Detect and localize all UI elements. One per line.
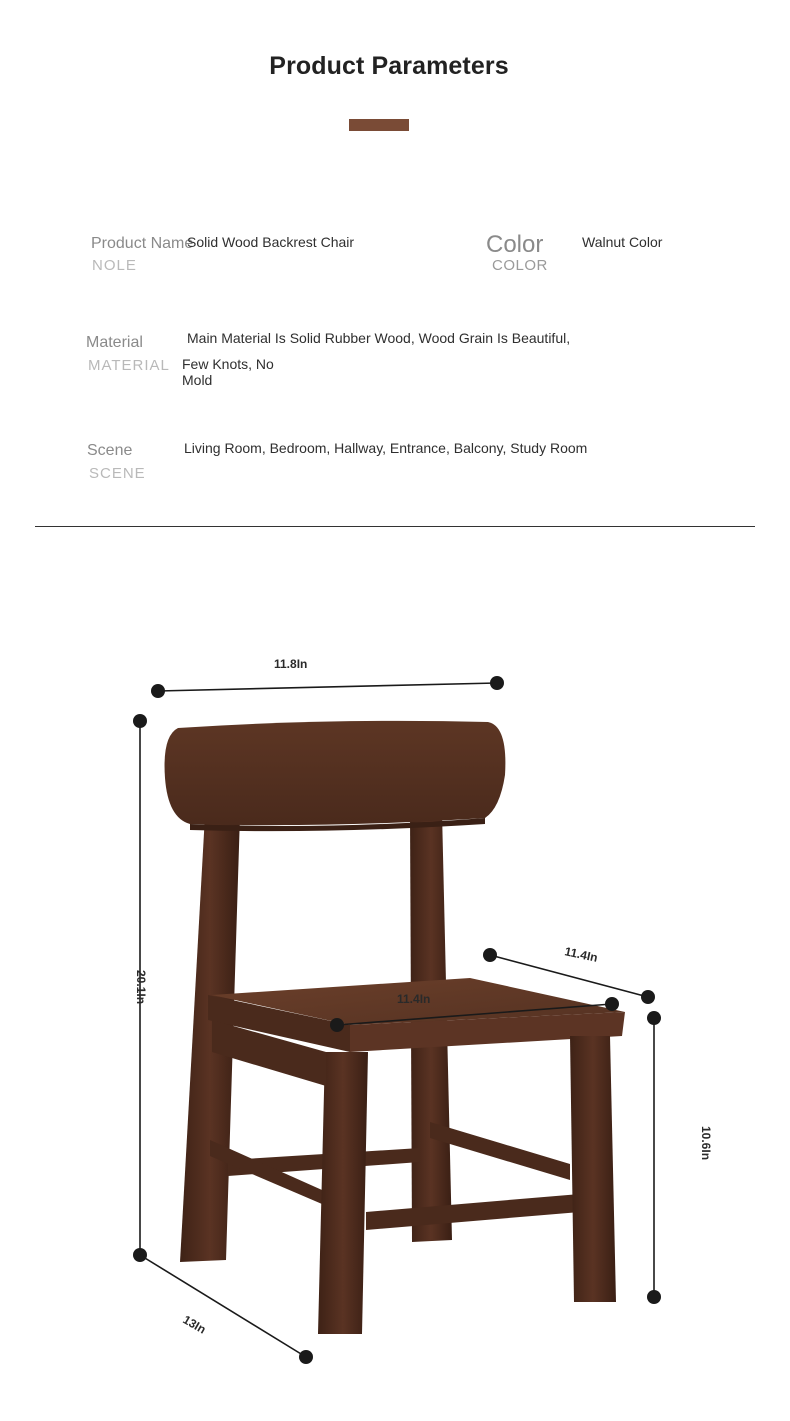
color-label: Color xyxy=(486,231,544,258)
scene-sublabel: SCENE xyxy=(89,465,146,482)
dim-dot xyxy=(299,1350,313,1364)
dim-label-backrest-width: 11.8In xyxy=(274,657,308,671)
dim-label-total-height: 20.1In xyxy=(134,970,148,1005)
dim-label-seat-depth: 11.4In xyxy=(563,944,599,965)
material-label: Material xyxy=(86,334,143,351)
chair-illustration xyxy=(165,721,625,1337)
scene-label: Scene xyxy=(87,442,133,459)
material-value-line3: Mold xyxy=(182,372,213,388)
page-title: Product Parameters xyxy=(269,52,509,80)
dim-dot xyxy=(641,990,655,1004)
dim-dot xyxy=(605,997,619,1011)
dim-label-base-depth: 13In xyxy=(180,1312,209,1337)
material-value-line2: Few Knots, No xyxy=(182,356,274,372)
dim-dot xyxy=(647,1290,661,1304)
front-right-leg xyxy=(570,1036,616,1302)
chair-dimension-figure xyxy=(0,560,790,1400)
section-divider xyxy=(35,526,755,527)
right-side-rung xyxy=(430,1122,570,1180)
material-value-line1: Main Material Is Solid Rubber Wood, Wood Grain Is Beautiful, xyxy=(187,330,571,346)
backrest xyxy=(165,721,506,825)
title-accent-bar xyxy=(349,119,409,131)
color-sublabel: COLOR xyxy=(492,257,548,274)
dim-label-seat-width: 11.4In xyxy=(397,992,431,1006)
product-name-label: Product Name xyxy=(91,235,194,252)
product-name-value: Solid Wood Backrest Chair xyxy=(187,234,355,250)
dim-label-seat-height: 10.6In xyxy=(699,1126,713,1161)
dim-dot xyxy=(133,714,147,728)
dim-dot xyxy=(330,1018,344,1032)
material-sublabel: MATERIAL xyxy=(88,357,170,374)
color-value: Walnut Color xyxy=(582,234,663,250)
front-rung xyxy=(366,1194,580,1230)
front-left-leg xyxy=(318,1052,368,1334)
product-name-sublabel: NOLE xyxy=(92,257,137,274)
dim-dot xyxy=(151,684,165,698)
dim-dot xyxy=(490,676,504,690)
scene-value: Living Room, Bedroom, Hallway, Entrance, Balcony, Study Room xyxy=(184,440,588,456)
dim-dot xyxy=(647,1011,661,1025)
dim-dot xyxy=(483,948,497,962)
